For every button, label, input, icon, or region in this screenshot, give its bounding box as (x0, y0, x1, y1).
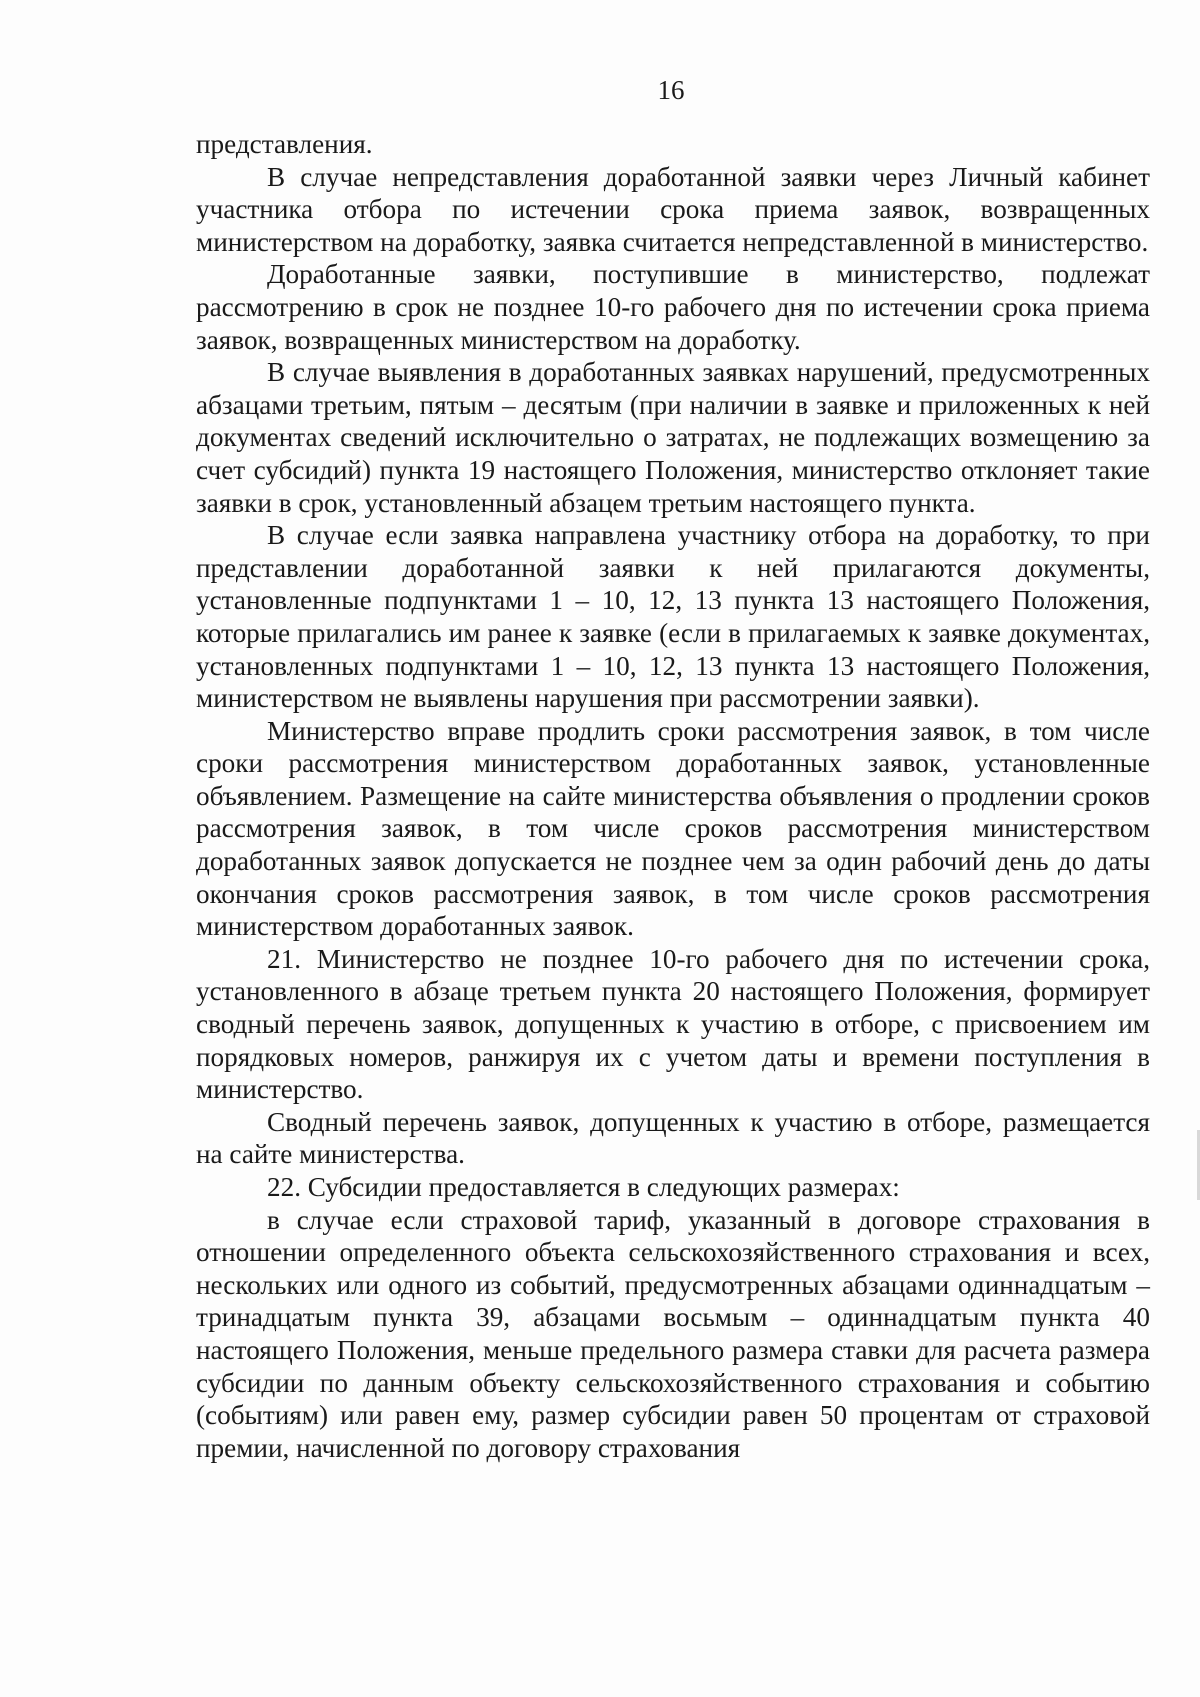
paragraph-clause-21: 21. Министерство не позднее 10-го рабочего дня по истечении срока, установленного в абзаце третьем пункта 20 настоящего Положения, формирует сводный перечень заявок, допущенных к участию в отборе, с присвоением им порядковых номеров, ранжируя их с учетом даты и времени поступления в министерство. (196, 943, 1150, 1105)
paragraph: В случае непредставления доработанной заявки через Личный кабинет участника отбора по истечении срока приема заявок, возвращенных министерством на доработку, заявка считается непредставленной в министерство. (196, 161, 1150, 257)
paragraph-clause-22: 22. Субсидии предоставляется в следующих размерах: (267, 1172, 900, 1202)
paragraph: Доработанные заявки, поступившие в министерство, подлежат рассмотрению в срок не позднее 10-го рабочего дня по истечении срока приема заявок, возвращенных министерством на доработку. (196, 259, 1150, 355)
paragraph: в случае если страховой тариф, указанный в договоре страхования в отношении определенного объекта сельскохозяйственного страхования и всех, нескольких или одного из событий, предусмотренных абзацами одиннадцатым – тринадцатым пункта 39, абзацами восьмым – одиннадцатым пункта 40 настоящего Положения, меньше предельного размера ставки для расчета размера субсидии по данным объекту сельскохозяйственного страхования и событию (событиям) или равен ему, размер субсидии равен 50 процентам от страховой премии, начисленной по договору страхования (196, 1204, 1150, 1463)
paragraph: В случае если заявка направлена участнику отбора на доработку, то при представлении доработанной заявки к ней прилагаются документы, установленные подпунктами 1 – 10, 12, 13 пункта 13 настоящего Положения, которые прилагались им ранее к заявке (если в прилагаемых к заявке документах, установленных подпунктами 1 – 10, 12, 13 пункта 13 настоящего Положения, министерством не выявлены нарушения при рассмотрении заявки). (196, 520, 1150, 714)
paragraph: В случае выявления в доработанных заявках нарушений, предусмотренных абзацами третьим, пятым – десятым (при наличии в заявке и приложенных к ней документах сведений исключительно о затратах, не подлежащих возмещению за счет субсидий) пункта 19 настоящего Положения, министерство отклоняет такие заявки в срок, установленный абзацем третьим настоящего пункта. (196, 357, 1150, 518)
paragraph-continuation: представления. (196, 129, 373, 159)
page-number: 16 (657, 75, 685, 105)
paragraph: Сводный перечень заявок, допущенных к участию в отборе, размещается на сайте министерства. (196, 1106, 1150, 1170)
paragraph: Министерство вправе продлить сроки рассмотрения заявок, в том числе сроки рассмотрения министерством доработанных заявок, установленные объявлением. Размещение на сайте министерства объявления о продлении сроков рассмотрения заявок, в том числе сроков рассмотрения министерством доработанных заявок допускается не позднее чем за один рабочий день до даты окончания сроков рассмотрения заявок, в том числе сроков рассмотрения министерством доработанных заявок. (196, 715, 1150, 942)
document-body (196, 128, 1150, 1464)
